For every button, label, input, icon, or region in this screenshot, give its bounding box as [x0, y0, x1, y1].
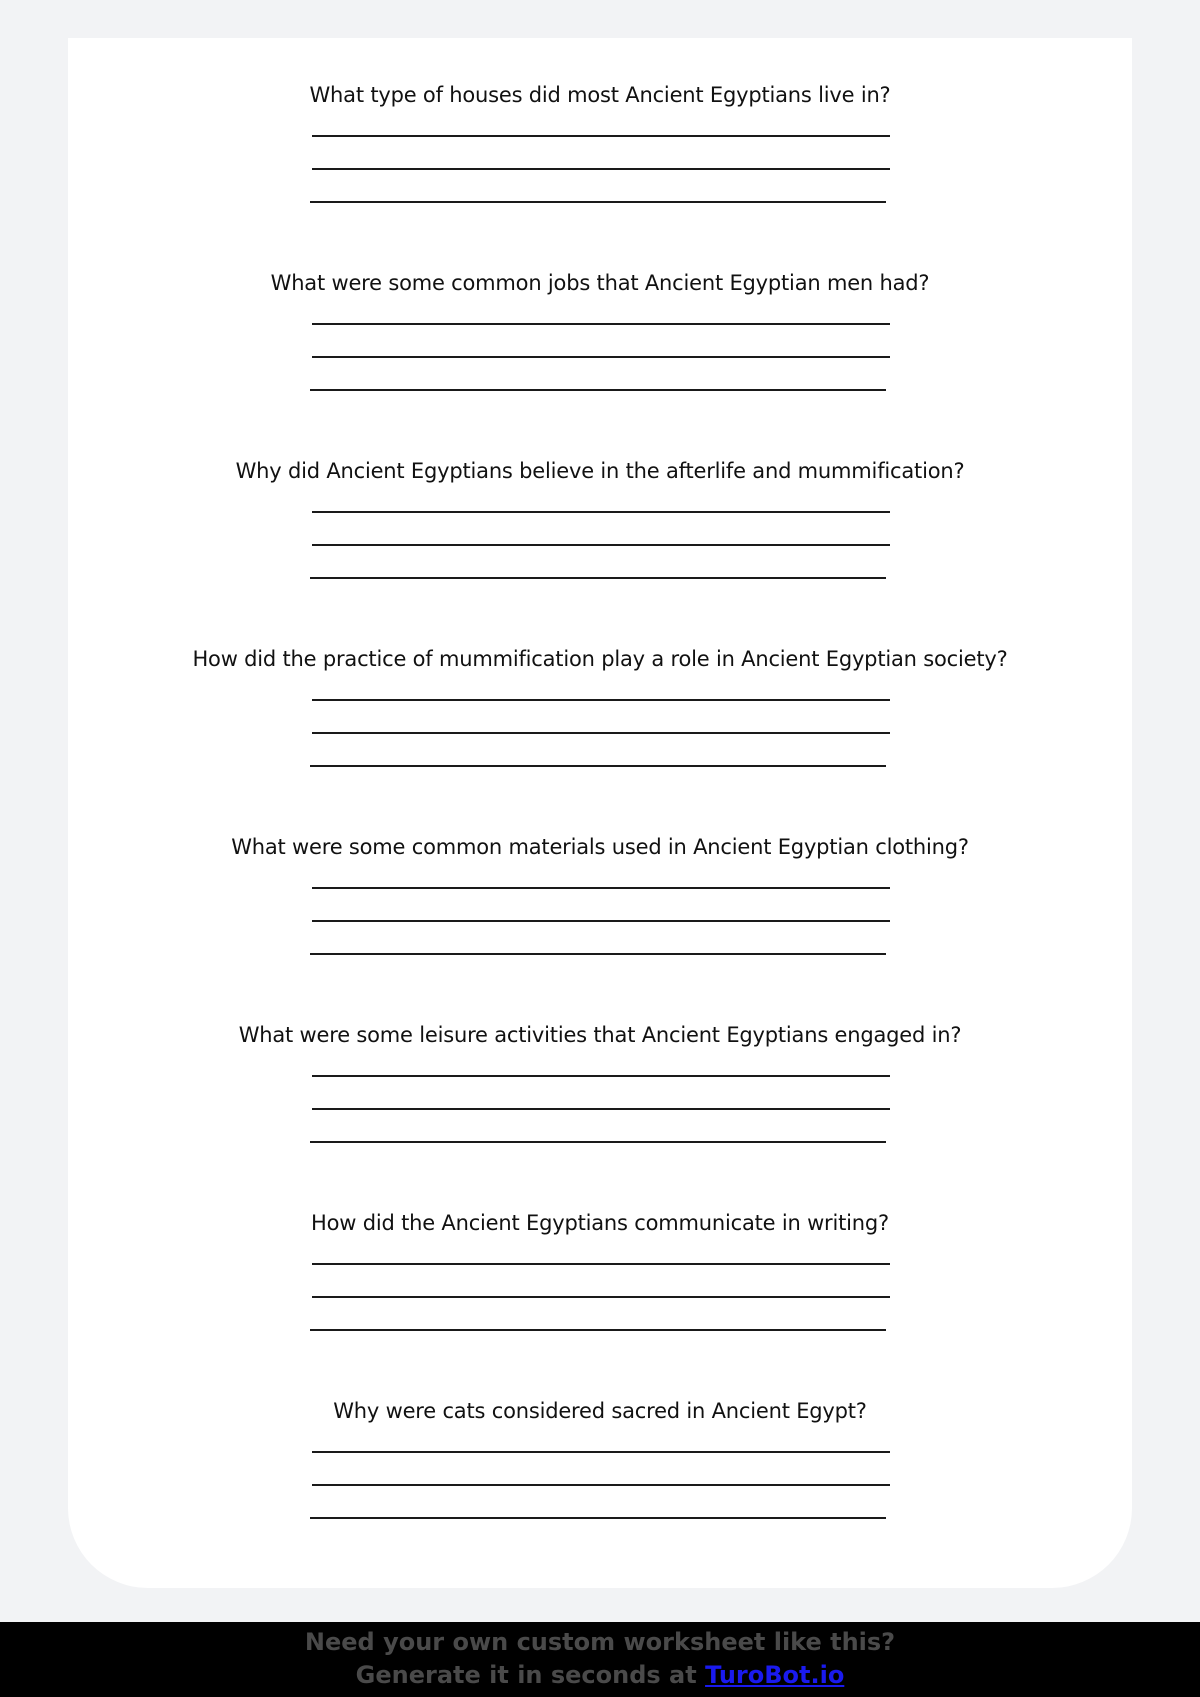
answer-line	[312, 699, 890, 701]
question-block-4	[68, 647, 1132, 671]
answer-line	[312, 732, 890, 734]
promo-footer	[0, 1622, 1200, 1697]
answer-line	[310, 1329, 886, 1331]
footer-cta-text: Generate it in seconds at	[355, 1661, 706, 1689]
answer-line	[310, 201, 886, 203]
answer-line	[312, 544, 890, 546]
question-text: What were some leisure activities that Ancient Egyptians engaged in?	[238, 1023, 962, 1047]
question-block-6	[68, 1023, 1132, 1047]
footer-cta	[0, 1661, 1200, 1689]
question-block-3	[68, 459, 1132, 483]
question-block-5	[68, 835, 1132, 859]
answer-line	[312, 920, 890, 922]
answer-line	[312, 1484, 890, 1486]
answer-line	[312, 168, 890, 170]
answer-line	[312, 1451, 890, 1453]
question-text: What type of houses did most Ancient Egyptians live in?	[309, 83, 891, 107]
answer-line	[310, 953, 886, 955]
question-block-7	[68, 1211, 1132, 1235]
answer-line	[310, 765, 886, 767]
answer-line	[310, 1141, 886, 1143]
question-text: Why were cats considered sacred in Ancient Egypt?	[333, 1399, 867, 1423]
question-text: Why did Ancient Egyptians believe in the afterlife and mummification?	[235, 459, 965, 483]
answer-line	[312, 323, 890, 325]
answer-line	[312, 1263, 890, 1265]
question-block-8	[68, 1399, 1132, 1423]
turobot-link[interactable]: TuroBot.io	[705, 1661, 845, 1689]
question-text: How did the Ancient Egyptians communicate in writing?	[311, 1211, 889, 1235]
answer-line	[312, 1075, 890, 1077]
answer-line	[312, 135, 890, 137]
answer-line	[312, 511, 890, 513]
answer-line	[310, 577, 886, 579]
question-text: What were some common jobs that Ancient Egyptian men had?	[270, 271, 930, 295]
question-text: How did the practice of mummification play a role in Ancient Egyptian society?	[192, 647, 1008, 671]
answer-line	[312, 356, 890, 358]
question-block-2	[68, 271, 1132, 295]
footer-headline: Need your own custom worksheet like this?	[304, 1628, 896, 1656]
answer-line	[310, 389, 886, 391]
question-text: What were some common materials used in Ancient Egyptian clothing?	[231, 835, 969, 859]
answer-line	[312, 1108, 890, 1110]
worksheet-sheet	[68, 38, 1132, 1588]
answer-line	[310, 1517, 886, 1519]
question-block-1	[68, 83, 1132, 107]
answer-line	[312, 1296, 890, 1298]
answer-line	[312, 887, 890, 889]
